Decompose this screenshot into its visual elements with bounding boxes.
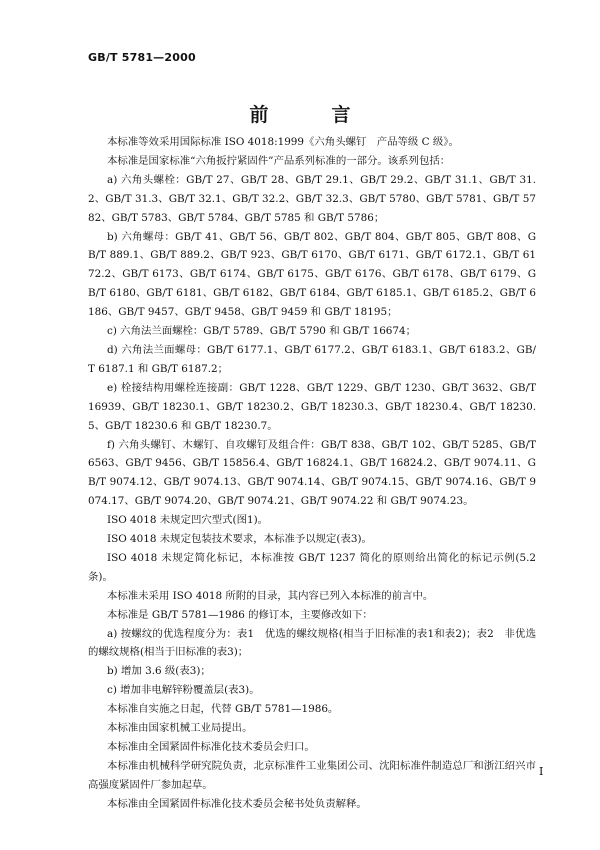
foreword-body	[88, 133, 536, 814]
list-item-hex-nuts: b) 六角螺母：GB/T 41、GB/T 56、GB/T 802、GB/T 804、GB/T 805、GB/T 808、GB/T 889.1、GB/T 889.2、GB/T 923、GB/T 6170、GB/T 6171、GB/T 6172.1、GB/T 6172.2、GB/T 6173、GB/T 6174、GB/T 6175、GB/T 6176、GB/T 6178、GB/T 6179、GB/T 6180、GB/T 6181、GB/T 6182、GB/T 6184、GB/T 6185.1、GB/T 6185.2、GB/T 6186、GB/T 9457、GB/T 9458、GB/T 9459 和 GB/T 18195；	[88, 230, 536, 319]
paragraph-centralized-by: 本标准由全国紧固件标准化技术委员会归口。	[107, 741, 315, 753]
paragraph-series-intro: 本标准是国家标准“六角扳拧紧固件”产品系列标准的一部分。该系列包括：	[107, 154, 451, 167]
paragraph-revision: 本标准是 GB/T 5781—1986 的修订本，主要修改如下：	[107, 608, 373, 621]
paragraph-packaging: ISO 4018 未规定包装技术要求，本标准予以规定(表3)。	[107, 533, 372, 546]
foreword-title: 前 言	[249, 104, 373, 126]
paragraph-interpretation: 本标准由全国紧固件标准化技术委员会秘书处负责解释。	[107, 797, 367, 810]
list-item-thread-preference: a) 按螺纹的优选程度分为：表1 优选的螺纹规格(相当于旧标准的表1和表2)；表2 非优选的螺纹规格(相当于旧标准的表3)；	[88, 627, 536, 659]
paragraph-adoption: 本标准等效采用国际标准 ISO 4018:1999《六角头螺钉 产品等级 C 级》。	[107, 136, 459, 148]
paragraph-recess: ISO 4018 未规定凹穴型式(图1)。	[107, 514, 269, 527]
list-item-hex-bolts: a) 六角头螺栓：GB/T 27、GB/T 28、GB/T 29.1、GB/T 29.2、GB/T 31.1、GB/T 31.2、GB/T 31.3、GB/T 32.1、GB/T 32.2、GB/T 32.3、GB/T 5780、GB/T 5781、GB/T 5782、GB/T 5783、GB/T 5784、GB/T 5785 和 GB/T 5786；	[88, 173, 536, 224]
list-item-grade-3-6: b) 增加 3.6 级(表3)；	[107, 665, 211, 678]
list-item-structural-bolting: e) 栓接结构用螺栓连接副：GB/T 1228、GB/T 1229、GB/T 1230、GB/T 3632、GB/T 16939、GB/T 18230.1、GB/T 18230.2、GB/T 18230.3、GB/T 18230.4、GB/T 18230.5、GB/T 18230.6 和 GB/T 18230.7。	[88, 381, 536, 432]
paragraph-supersedes: 本标准自实施之日起，代替 GB/T 5781—1986。	[107, 703, 339, 716]
list-item-hex-screws: f) 六角头螺钉、木螺钉、自攻螺钉及组合件：GB/T 838、GB/T 102、GB/T 5285、GB/T 6563、GB/T 9456、GB/T 15856.4、GB/T 16824.1、GB/T 16824.2、GB/T 9074.11、GB/T 9074.12、GB/T 9074.13、GB/T 9074.14、GB/T 9074.15、GB/T 9074.16、GB/T 9074.17、GB/T 9074.20、GB/T 9074.21、GB/T 9074.22 和 GB/T 9074.23。	[88, 438, 536, 508]
paragraph-contents: 本标准未采用 ISO 4018 所附的目录，其内容已列入本标准的前言中。	[107, 589, 434, 602]
page-number: I	[539, 765, 544, 778]
paragraph-drafted-by: 本标准由机械科学研究院负责，北京标准件工业集团公司、沈阳标准件制造总厂和浙江绍兴市高强度紧固件厂参加起草。	[88, 759, 536, 791]
paragraph-proposed-by: 本标准由国家机械工业局提出。	[107, 722, 253, 735]
list-item-flange-bolts: c) 六角法兰面螺栓：GB/T 5789、GB/T 5790 和 GB/T 16674；	[107, 325, 417, 338]
list-item-flange-nuts: d) 六角法兰面螺母：GB/T 6177.1、GB/T 6177.2、GB/T 6183.1、GB/T 6183.2、GB/T 6187.1 和 GB/T 6187.2；	[88, 343, 536, 375]
paragraph-marking: ISO 4018 未规定简化标记，本标准按 GB/T 1237 简化的原则给出简化的标记示例(5.2条)。	[88, 551, 536, 583]
standard-code: GB/T 5781—2000	[88, 51, 196, 64]
list-item-zinc-coating: c) 增加非电解锌粉覆盖层(表3)。	[107, 684, 260, 697]
